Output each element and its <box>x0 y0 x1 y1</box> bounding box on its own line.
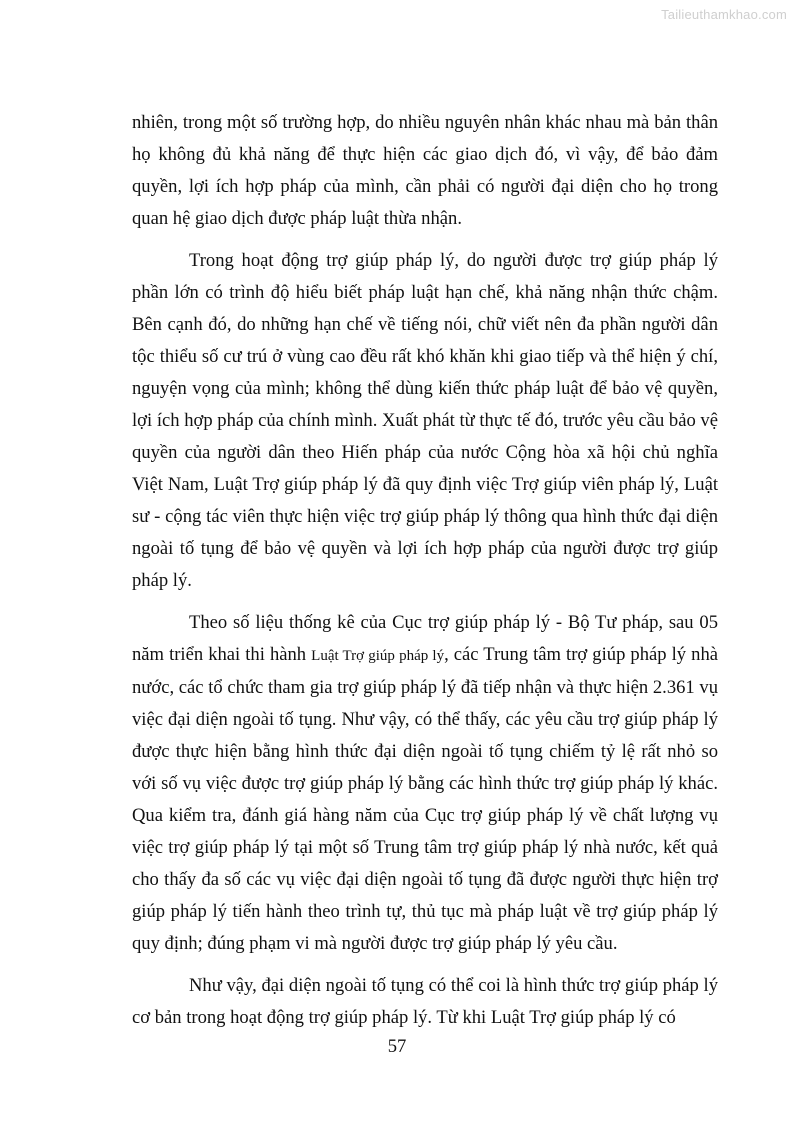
paragraph-2: Trong hoạt động trợ giúp pháp lý, do người được trợ giúp pháp lý phần lớn có trình độ hiểu biết pháp luật hạn chế, khả năng nhận thức chậm. Bên cạnh đó, do những hạn chế về tiếng nói, chữ viết nên đa phần người dân tộc thiểu số cư trú ở vùng cao đều rất khó khăn khi giao tiếp và thể hiện ý chí, nguyện vọng của mình; không thể dùng kiến thức pháp luật để bảo vệ quyền, lợi ích hợp pháp của chính mình. Xuất phát từ thực tế đó, trước yêu cầu bảo vệ quyền của người dân theo Hiến pháp của nước Cộng hòa xã hội chủ nghĩa Việt Nam, Luật Trợ giúp pháp lý đã quy định việc Trợ giúp viên pháp lý, Luật sư - cộng tác viên thực hiện việc trợ giúp pháp lý thông qua hình thức đại diện ngoài tố tụng để bảo vệ quyền và lợi ích hợp pháp của người được trợ giúp pháp lý. <box>132 250 718 591</box>
paragraph-3 <box>132 607 718 960</box>
paragraph-3-text-end: , các Trung tâm trợ giúp pháp lý nhà nước, các tổ chức tham gia trợ giúp pháp lý đã tiếp nhận và thực hiện 2.361 vụ việc đại diện ngoài tố tụng. Như vậy, có thể thấy, các yêu cầu trợ giúp pháp lý được thực hiện bằng hình thức đại diện ngoài tố tụng chiếm tỷ lệ rất nhỏ so với số vụ việc được trợ giúp pháp lý bằng các hình thức trợ giúp pháp lý khác. Qua kiểm tra, đánh giá hàng năm của Cục trợ giúp pháp lý về chất lượng vụ việc trợ giúp pháp lý tại một số Trung tâm trợ giúp pháp lý nhà nước, kết quả cho thấy đa số các vụ việc đại diện ngoài tố tụng đã được người thực hiện trợ giúp pháp lý tiến hành theo trình tự, thủ tục mà pháp luật về trợ giúp pháp lý quy định; đúng phạm vi mà người được trợ giúp pháp lý yêu cầu. <box>132 644 718 954</box>
watermark: Tailieuthamkhao.com <box>661 7 787 22</box>
law-name-small: Luật Trợ giúp pháp lý <box>311 648 445 664</box>
document-body <box>132 107 718 1044</box>
paragraph-4: Như vậy, đại diện ngoài tố tụng có thể coi là hình thức trợ giúp pháp lý cơ bản trong hoạt động trợ giúp pháp lý. Từ khi Luật Trợ giúp pháp lý có <box>132 975 718 1028</box>
paragraph-3-text-start: Theo số liệu thống kê của Cục trợ giúp pháp lý - Bộ Tư pháp, sau 05 năm triển khai thi hành <box>132 612 718 665</box>
page-number: 57 <box>387 1036 407 1057</box>
paragraph-1: nhiên, trong một số trường hợp, do nhiều nguyên nhân khác nhau mà bản thân họ không đủ khả năng để thực hiện các giao dịch đó, vì vậy, để bảo đảm quyền, lợi ích hợp pháp của mình, cần phải có người đại diện cho họ trong quan hệ giao dịch được pháp luật thừa nhận. <box>132 112 718 229</box>
